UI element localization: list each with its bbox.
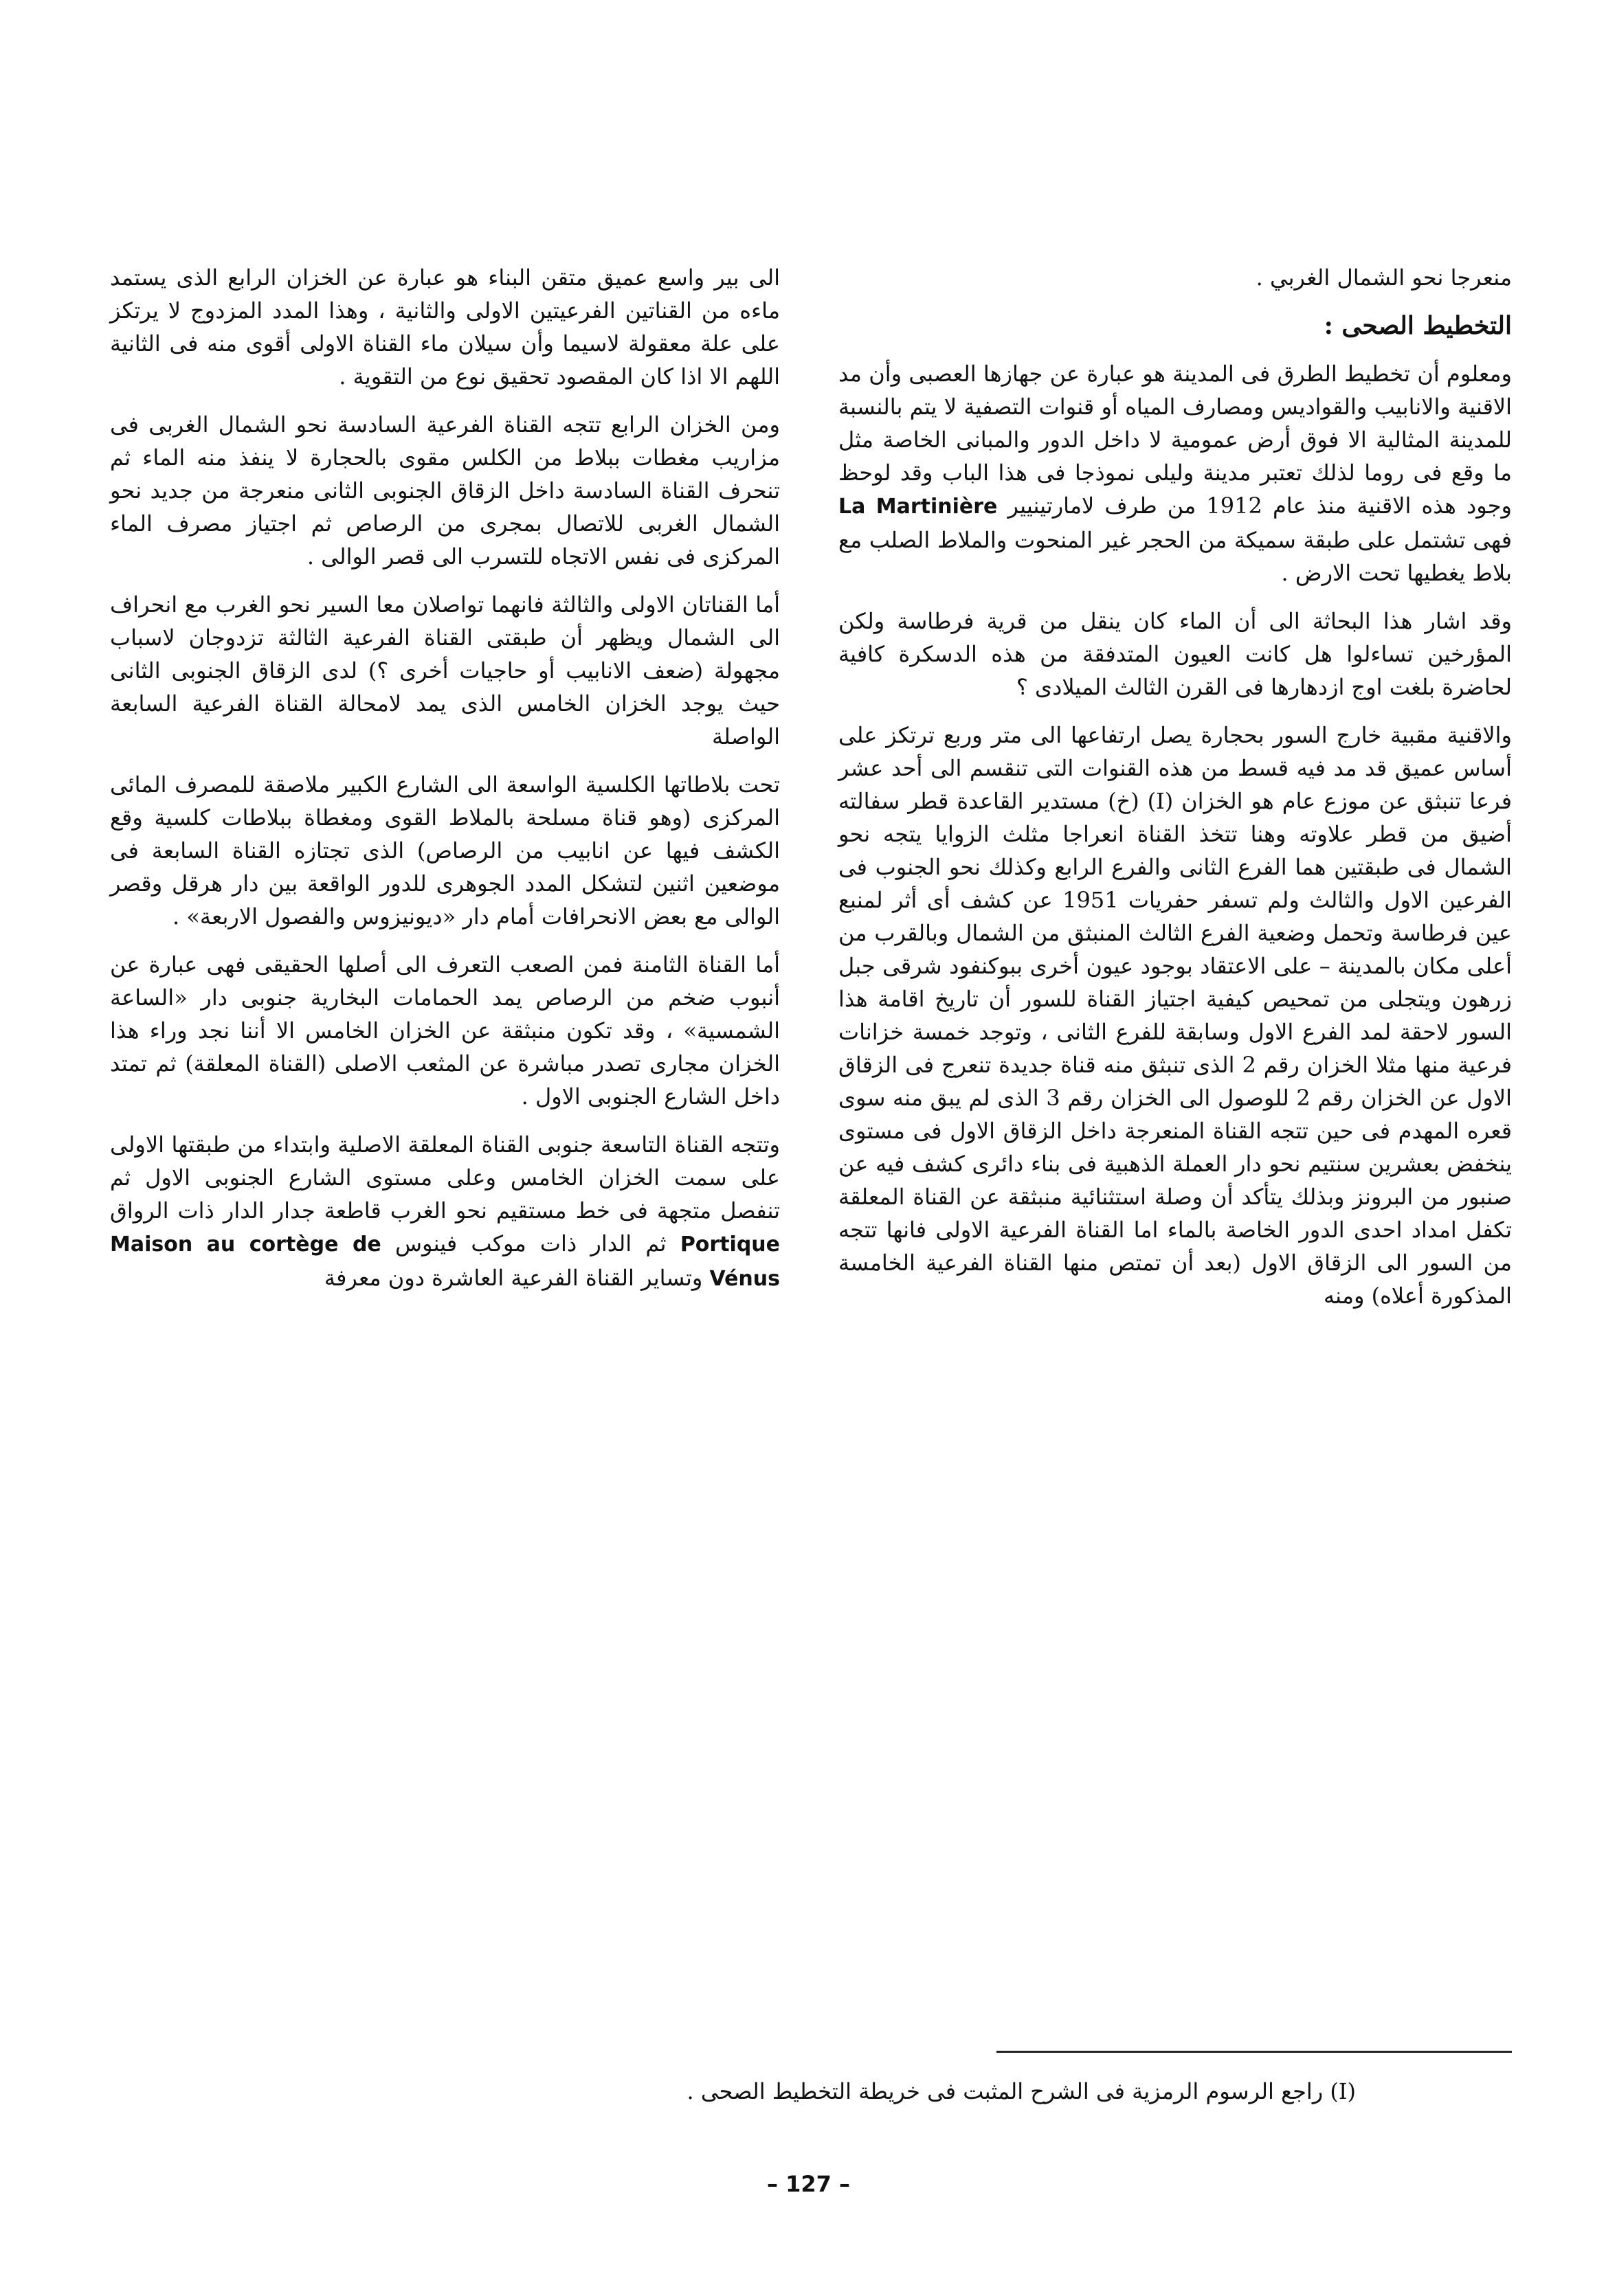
latin-name: La Martinière <box>838 495 998 519</box>
page-number: – 127 – <box>766 2171 851 2197</box>
paragraph: أما القناة الثامنة فمن الصعب التعرف الى أصلها الحقيقى فهى عبارة عن أنبوب ضخم من الرصاص يمد الحمامات البخارية جنوبى دار «الساعة الشمسية» ، وقد تكون منبثقة عن الخزان الخامس الا أننا نجد وراء هذا الخزان مجارى تصدر مباشرة عن المثعب الاصلى (القناة المعلقة) ثم تمتد داخل الشارع الجنوبى الاول . <box>110 952 781 1110</box>
paragraph <box>838 357 1512 589</box>
latin-name: Maison au cortège de Vénus <box>110 1233 780 1291</box>
paragraph: أما القناتان الاولى والثالثة فانهما تواصلان معا السير نحو الغرب مع انحراف الى الشمال ويظهر أن طبقتى القناة الفرعية الثالثة تزدوجان لاسباب مجهولة (ضعف الانابيب أو حاجيات أخرى ؟) لدى الزقاق الجنوبى الثانى حيث يوجد الخزان الخامس الذى يمد لامحالة القناة الفرعية السابعة الواصلة <box>110 592 781 750</box>
paragraph-text: ثم الدار ذات موكب فينوس <box>394 1230 667 1257</box>
paragraph-text: وتساير القناة الفرعية العاشرة دون معرفة <box>324 1265 703 1291</box>
paragraph: وقد اشار هذا البحاثة الى أن الماء كان ينقل من قرية فرطاسة ولكن المؤرخين تساءلوا هل كانت العيون المتدفقة من هذه الدسكرة كافية لحاضرة بلغت اوج ازدهارها فى القرن الثالث الميلادى ؟ <box>838 608 1513 700</box>
paragraph-text: وتتجه القناة التاسعة جنوبى القناة المعلقة الاصلية وابتداء من طبقتها الاولى على سمت الخزان الخامس وعلى مستوى الشارع الجنوبى الاول ثم تنفصل متجهة فى خط مستقيم نحو الغرب قاطعة جدار الدار ذات الرواق <box>110 1132 781 1224</box>
paragraph: الى بير واسع عميق متقن البناء هو عبارة عن الخزان الرابع الذى يستمد ماءه من القناتين الفرعيتين الاولى والثانية ، وهذا المدد المزدوج لا يرتكز على علة معقولة لاسيما وأن سيلان ماء القناة الاولى أقوى منه فى الثانية اللهم الا اذا كان المقصود تحقيق نوع من التقوية . <box>110 265 781 390</box>
footnote-divider <box>996 2051 1512 2053</box>
paragraph: والاقنية مقبية خارج السور بحجارة يصل ارتفاعها الى متر وربع ترتكز على أساس عميق قد مد فيه قسط من هذه القنوات التى تنقسم الى أحد عشر فرعا تنبثق عن موزع عام هو الخزان (I) (خ) مستدير القاعدة قطر سفالته أضيق من قطر علاوته وهنا تتخذ القناة انعراجا مثلث الزوايا يتجه نحو الشمال فى طبقتين هما الفرع الثانى والفرع الرابع وكذلك نحو الجنوب فى الفرعين الاول والثالث ولم تسفر حفريات 1951 عن كشف أى أثر لمنبع عين فرطاسة وتحمل وضعية الفرع الثالث المنبثق من الشمال وبالقرب من أعلى مكان بالمدينة – على الاعتقاد بوجود عيون أخرى ببوكنفود شرقى جبل زرهون ويتجلى من تمحيص كيفية اجتياز القناة للسور أن تاريخ اقامة هذا السور لاحقة لمد الفرع الاول وسابقة للفرع الثانى ، وتوجد خمسة خزانات فرعية منها مثلا الخزان رقم 2 الذى تنبثق منه قناة جديدة تنعرج فى الزقاق الاول عن الخزان رقم 2 للوصول الى الخزان رقم 3 الذى لم يبق منه سوى قعره المهدم فى حين تتجه القناة المنعرجة داخل الزقاق الاول فى مستوى ينخفض بعشرين سنتيم نحو دار العملة الذهبية فى بناء دائرى كشف فيه عن صنبور من البرونز وبذلك يتأكد أن وصلة استثنائية منبثقة عن القناة المعلقة تكفل امداد احدى الدور الخاصة بالماء اما القناة الفرعية الاولى فانها تتجه من السور الى الزقاق الاول (بعد أن تمتص منها القناة الفرعية الخامسة المذكورة أعلاه) ومنه <box>838 722 1513 1309</box>
paragraph-text: فهى تشتمل على طبقة سميكة من الحجر غير المنحوت والملاط الصلب مع بلاط يغطيها تحت الارض . <box>838 527 1512 586</box>
section-heading: التخطيط الصحى : <box>1324 311 1512 340</box>
right-column <box>838 261 1512 1327</box>
paragraph <box>110 1128 780 1296</box>
paragraph-text: ومعلوم أن تخطيط الطرق فى المدينة هو عبارة عن جهازها العصبى وأن مد الاقنية والانابيب والقواديس ومصارف المياه أو قنوات التصفية لا يتم بالنسبة للمدينة المثالية الا فوق أرض عمومية لا داخل الدور والمبانى الخاصة مثل ما وقع فى روما لذلك تعتبر مدينة وليلى نموذجا فى هذا الباب وقد لوحظ وجود هذه الاقنية منذ عام 1912 من طرف لامارتينيير <box>838 361 1513 519</box>
latin-name: Portique <box>680 1233 781 1257</box>
paragraph: تحت بلاطاتها الكلسية الواسعة الى الشارع الكبير ملاصقة للمصرف المائى المركزى (وهو قناة مسلحة بالملاط القوى ومغطاة ببلاطات كلسية وقع الكشف فيها عن انابيب من الرصاص) الذى تجتازه القناة السابعة فى موضعين اثنين لتشكل المدد الجوهرى للدور الواقعة بين دار هرقل وقصر الوالى مع بعض الانحرافات أمام دار «ديونيزوس والفصول الاربعة» . <box>110 772 781 930</box>
left-column <box>110 261 780 1311</box>
footnote: (I) راجع الرسوم الرمزية فى الشرح المثبت فى خريطة التخطيط الصحى . <box>687 2078 1356 2104</box>
paragraph: ومن الخزان الرابع تتجه القناة الفرعية السادسة نحو الشمال الغربى فى مزاريب مغطات ببلاط من الكلس مقوى بالحجارة لا ينفذ منه الماء ثم تنحرف القناة السادسة داخل الزقاق الجنوبى الثانى منعرجة من جديد نحو الشمال الغربى للاتصال بمجرى من الرصاص ثم اجتياز مصرف الماء المركزى فى نفس الاتجاه للتسرب الى قصر الوالى . <box>110 412 781 570</box>
paragraph-intro: منعرجا نحو الشمال الغربي . <box>1256 265 1512 291</box>
